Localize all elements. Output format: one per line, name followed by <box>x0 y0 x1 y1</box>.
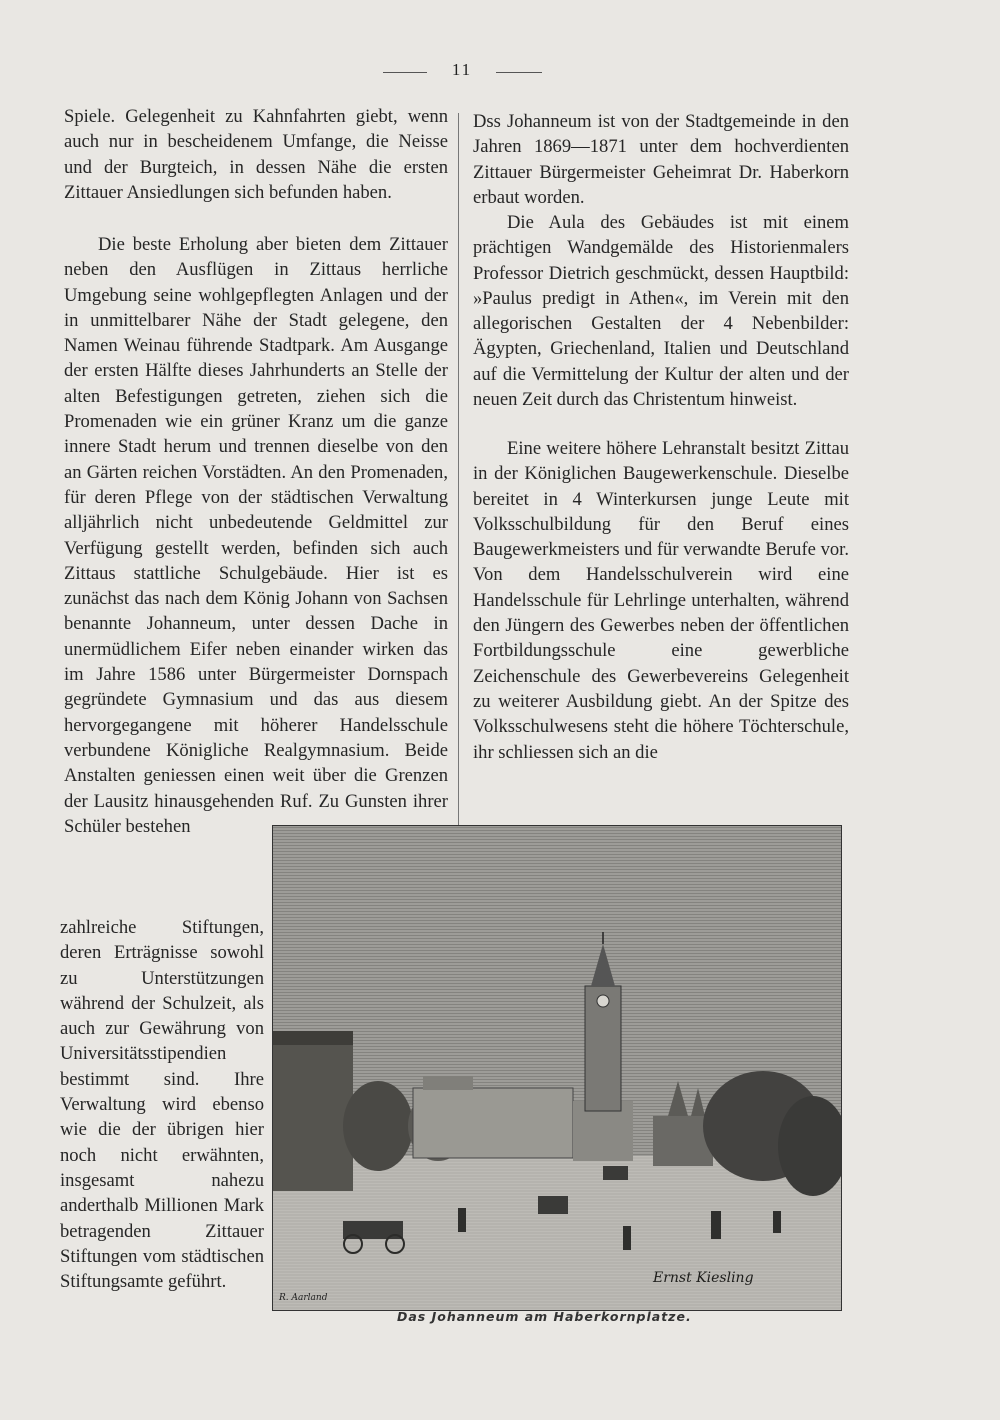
right-paragraph-2: Die Aula des Gebäudes ist mit einem prächtigen Wandgemälde des Historienmalers Professor Dietrich geschmückt, dessen Hauptbild: »Paulus predigt in Athen«, im Verein mit den allegorischen Gestalten der 4 Nebenbilder: Ägypten, Griechenland, Italien und Deutschland auf die Vermittelung der Kultur der alten und der neuen Zeit durch das Christentum hinweist. <box>473 212 849 411</box>
page-number: 11 <box>451 60 473 79</box>
page-header <box>0 58 1000 84</box>
column-divider <box>458 113 459 925</box>
engraver-signature: R. Aarland <box>279 1293 328 1303</box>
header-rule-left <box>383 72 427 73</box>
left-narrow-paragraph: zahlreiche Stiftungen, deren Erträgnisse sowohl zu Unterstützungen während der Schulzeit, als auch zur Gewährung von Universitätsstipendien bestimmt sind. Ihre Verwaltung wird ebenso wie die der übrigen hier noch nicht erwähnten, insgesamt nahezu anderthalb Millionen Mark betragenden Zittauer Stiftungen vom städtischen Stiftungsamte geführt. <box>60 917 264 1293</box>
right-paragraph-1: Dss Johanneum ist von der Stadtgemeinde in den Jahren 1869—1871 unter dem hochverdienten Zittauer Bürgermeister Geheimrat Dr. Haberkorn erbaut worden. <box>473 111 849 208</box>
left-paragraph-2: Die beste Erholung aber bieten dem Zittauer neben den Ausflügen in Zittaus herrliche Umgebung seine wohlgepflegten Anlagen und der in unmittelbarer Nähe der Stadt gelegene, den Namen Weinau führende Stadtpark. Am Ausgange der ersten Hälfte dieses Jahrhunderts an Stelle der alten Befestigungen getreten, ziehen sich die Promenaden wie ein grüner Kranz um die ganze innere Stadt herum und trennen dieselbe von den an Gärten reichen Vorstädten. An den Promenaden, für deren Pflege von der städtischen Verwaltung alljährlich nicht unbedeutende Geldmittel zur Verfügung gestellt werden, befinden sich auch Zittaus stattliche Schulgebäude. Hier ist es zunächst das nach dem König Johann von Sachsen benannte Johanneum, unter dessen Dache in unermüdlichem Eifer neben einander wirken das im Jahre 1586 unter Bürgermeister Dornspach gegründete Gymnasium und das aus diesem hervorgegangene mit höherer Handelsschule verbundene Königliche Realgymnasium. Beide Anstalten geniessen einen weit über die Grenzen der Lausitz hinausgehenden Ruf. Zu Gunsten ihrer Schüler bestehen <box>64 234 448 837</box>
johanneum-engraving <box>272 825 842 1311</box>
artist-signature: Ernst Kiesling <box>653 1270 754 1286</box>
left-paragraph-1: Spiele. Gelegenheit zu Kahnfahrten giebt, wenn auch nur in bescheidenem Umfange, die Neisse und der Burgteich, in dessen Nähe die ersten Zittauer Ansiedlungen sich befunden haben. <box>64 106 448 203</box>
right-paragraph-3: Eine weitere höhere Lehranstalt besitzt Zittau in der Königlichen Baugewerkenschule. Dieselbe bereitet in 4 Winterkursen junge Leute mit Volksschulbildung für den Beruf eines Baugewerkmeisters und für verwandte Berufe vor. Von dem Handelsschulverein wird eine Handelsschule für Lehrlinge unterhalten, während den Jüngern des Gewerbes neben der öffentlichen Fortbildungsschule eine gewerbliche Zeichenschule des Gewerbevereins Gelegenheit zu weiterer Ausbildung giebt. An der Spitze des Volksschulwesens steht die höhere Töchterschule, ihr schliessen sich an die <box>473 438 849 763</box>
header-rule-right <box>496 72 542 73</box>
figure-caption: Das Johanneum am Haberkornplatze. <box>397 1309 692 1324</box>
